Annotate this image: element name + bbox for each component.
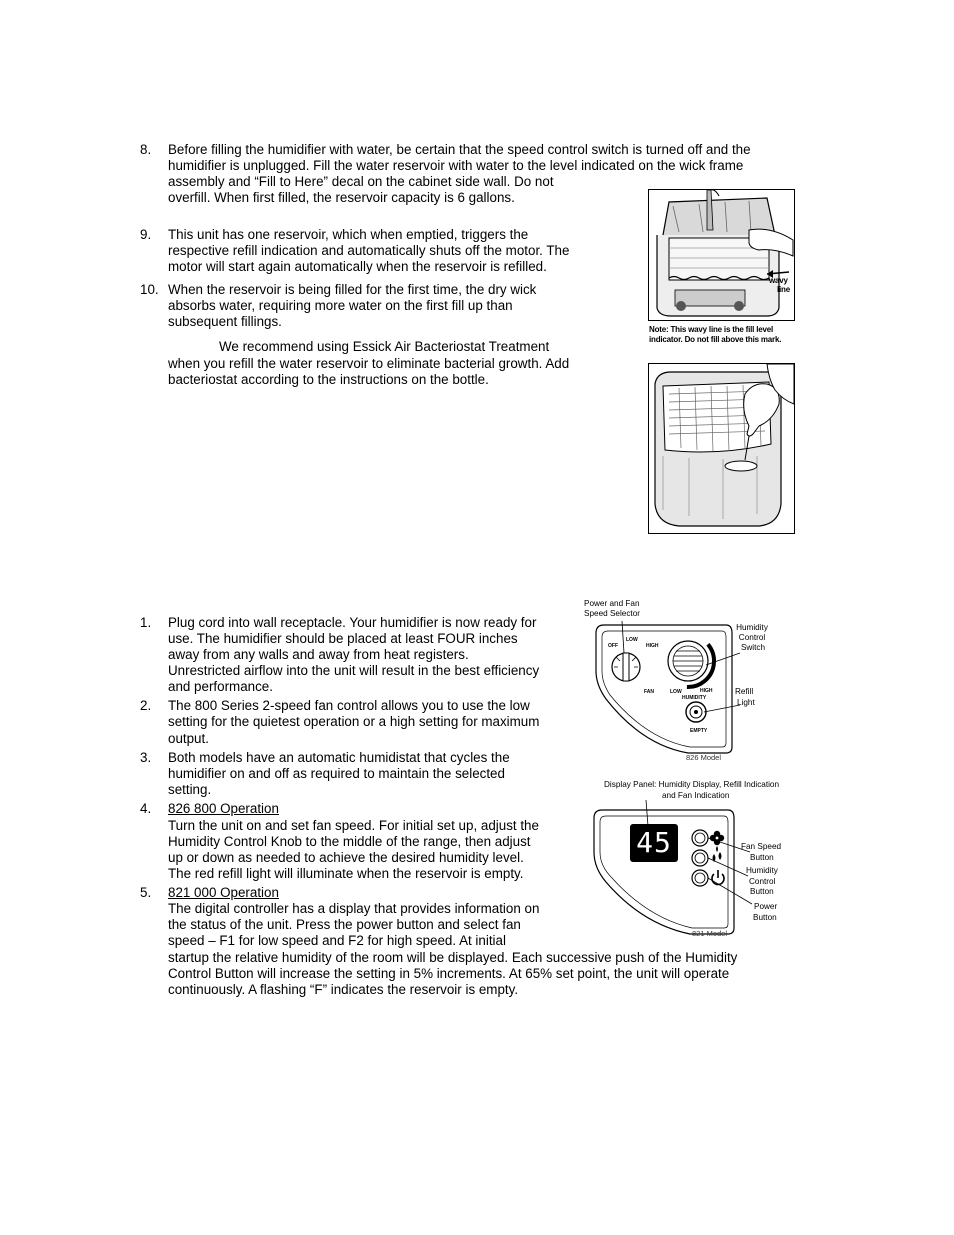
- humidity-switch-label: Switch: [740, 643, 766, 652]
- item-number: 9.: [140, 227, 152, 242]
- item-text-line: output.: [168, 731, 209, 746]
- refill-light-label: Light: [737, 698, 755, 707]
- item-text-line: motor will start again automatically when the reservoir is refilled.: [168, 259, 547, 274]
- item-text-line: The digital controller has a display that provides information on: [168, 901, 540, 916]
- item-number: 3.: [140, 750, 152, 765]
- fill-note-line: Note: This wavy line is the fill level: [649, 325, 773, 334]
- item-text-line: respective refill indication and automatically shuts off the motor. The: [168, 243, 570, 258]
- empty-label: EMPTY: [690, 728, 708, 734]
- item-text-line: setting for the quietest operation or a high setting for maximum: [168, 714, 540, 729]
- item-text-line: the status of the unit. Press the power button and select fan: [168, 917, 521, 932]
- control-panel-826-diagram: [580, 595, 780, 765]
- item-text-line: Turn the unit on and set fan speed. For initial set up, adjust the: [168, 818, 539, 833]
- item-number: 4.: [140, 801, 152, 816]
- item-text-line: use. The humidifier should be placed at least FOUR inches: [168, 631, 518, 646]
- fan-speed-button-label: Fan Speed: [741, 842, 782, 851]
- item-text-line: continuously. A flashing “F” indicates the reservoir is empty.: [168, 982, 519, 997]
- humidity-button-label: Control: [749, 877, 776, 886]
- item-text-line: The 800 Series 2-speed fan control allows you to use the low: [168, 698, 530, 713]
- item-text-line: Before filling the humidifier with water, be certain that the speed control switch is turned off and the: [168, 142, 751, 157]
- humidity-switch-label: Humidity: [736, 623, 768, 632]
- panel-826-drawing: [580, 595, 780, 765]
- bacteriostat-pour-illustration: [648, 363, 795, 534]
- item-number: 1.: [140, 615, 152, 630]
- item-text-line: Control Button will increase the setting in 5% increments. At 65% set point, the unit will operate: [168, 966, 730, 981]
- item-number: 5.: [140, 885, 152, 900]
- humidifier-open-drawing: [649, 190, 794, 320]
- item-text-line: When the reservoir is being filled for the first time, the dry wick: [168, 282, 537, 297]
- item-text-line: The red refill light will illuminate when the reservoir is empty.: [168, 866, 524, 881]
- item-text-line: Humidity Control Knob to the middle of the range, then adjust: [168, 834, 531, 849]
- item-text-line: absorbs water, requiring more water on the first fill up than: [168, 298, 513, 313]
- item-text-line: assembly and “Fill to Here” decal on the cabinet side wall. Do not: [168, 174, 554, 189]
- item-number: 2.: [140, 698, 152, 713]
- model-821-caption: 821 Model: [692, 929, 728, 938]
- item-text-line: setting.: [168, 782, 212, 797]
- item-text-line: subsequent fillings.: [168, 314, 282, 329]
- item-text-line: overfill. When first filled, the reservoir capacity is 6 gallons.: [168, 190, 515, 205]
- display-panel-title: Display Panel: Humidity Display, Refill Indication: [604, 780, 780, 789]
- dial-off-label: OFF: [608, 643, 618, 649]
- model-826-caption: 826 Model: [686, 753, 722, 762]
- recommend-line: when you refill the water reservoir to eliminate bacterial growth. Add: [168, 356, 570, 371]
- power-fan-selector-label: Speed Selector: [584, 609, 640, 618]
- item-text-line: away from any walls and away from heat registers.: [168, 647, 469, 662]
- line-label: line: [777, 285, 790, 294]
- humidity-high-label: HIGH: [700, 688, 713, 694]
- display-panel-title: and Fan Indication: [662, 791, 730, 800]
- dial-high-label: HIGH: [646, 643, 659, 649]
- item-text-line: speed – F1 for low speed and F2 for high speed. At initial: [168, 933, 506, 948]
- item-heading: 826 800 Operation: [168, 801, 279, 816]
- humidity-switch-label: Control: [738, 633, 766, 642]
- fill-note-line: indicator. Do not fill above this mark.: [649, 335, 782, 344]
- item-text-line: up or down as needed to achieve the desired humidity level.: [168, 850, 524, 865]
- humidity-button-label: Humidity: [746, 866, 778, 875]
- item-number: 8.: [140, 142, 152, 157]
- humidity-display-readout: 45: [636, 826, 672, 859]
- item-text-line: humidifier on and off as required to maintain the selected: [168, 766, 505, 781]
- power-button-label: Button: [753, 913, 777, 922]
- item-text-line: humidifier is unplugged. Fill the water reservoir with water to the level indicated on the wick frame: [168, 158, 744, 173]
- refill-light-label: Refill: [735, 687, 754, 696]
- item-text-line: and performance.: [168, 679, 273, 694]
- recommend-line: bacteriostat according to the instructions on the bottle.: [168, 372, 489, 387]
- item-text-line: Both models have an automatic humidistat that cycles the: [168, 750, 510, 765]
- wavy-label: wavy: [769, 276, 788, 285]
- humidity-low-label: LOW: [670, 689, 682, 695]
- control-panel-821-diagram: [590, 778, 810, 943]
- power-fan-selector-label: Power and Fan: [584, 599, 640, 608]
- humidifier-closed-drawing: [649, 364, 794, 533]
- humidity-button-label: Button: [750, 887, 774, 896]
- dial-low-label: LOW: [626, 637, 638, 643]
- fan-speed-button-label: Button: [750, 853, 774, 862]
- recommend-line: We recommend using Essick Air Bacteriostat Treatment: [219, 339, 550, 354]
- item-text-line: This unit has one reservoir, which when emptied, triggers the: [168, 227, 529, 242]
- item-number: 10.: [140, 282, 159, 297]
- wick-fill-illustration: [648, 189, 795, 321]
- panel-821-drawing: [590, 778, 810, 943]
- power-button-label: Power: [754, 902, 778, 911]
- item-heading: 821 000 Operation: [168, 885, 279, 900]
- dial-fan-label: FAN: [644, 689, 654, 695]
- humidity-label: HUMIDITY: [682, 695, 707, 701]
- item-text-line: startup the relative humidity of the room will be displayed. Each successive push of the Humidity: [168, 950, 738, 965]
- item-text-line: Unrestricted airflow into the unit will result in the best efficiency: [168, 663, 540, 678]
- item-text-line: Plug cord into wall receptacle. Your humidifier is now ready for: [168, 615, 537, 630]
